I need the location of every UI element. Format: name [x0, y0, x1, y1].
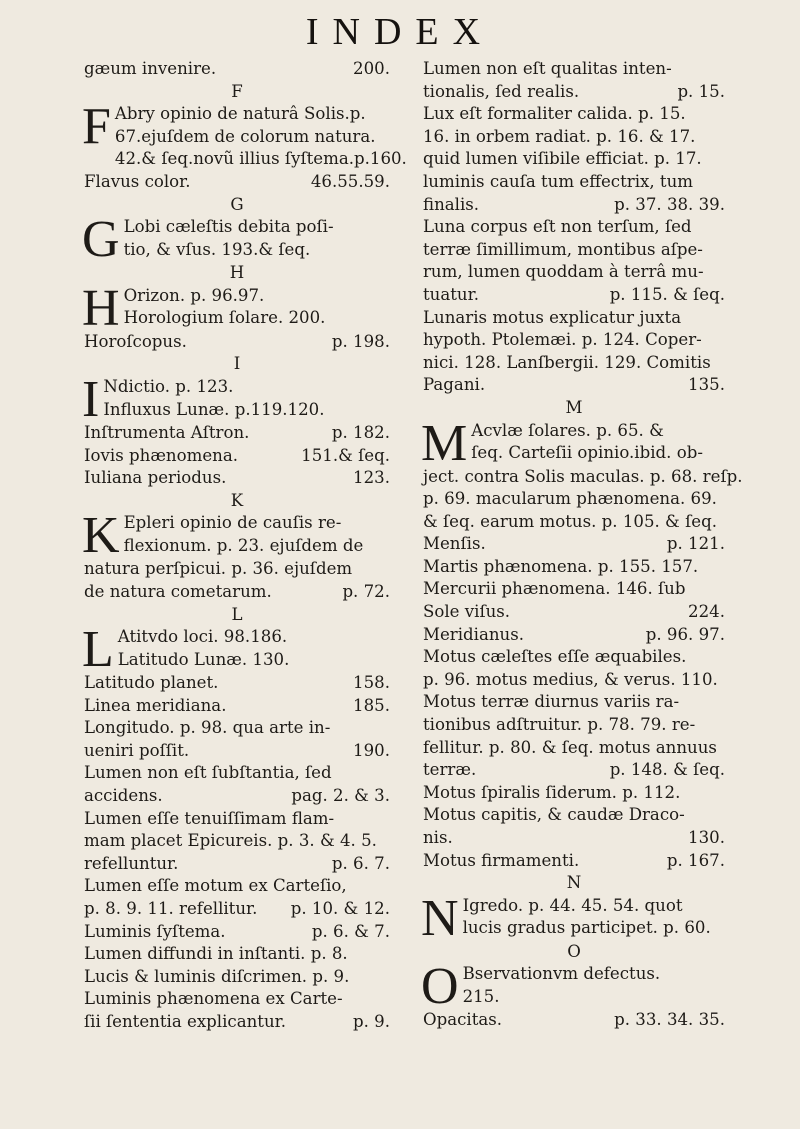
drop-cap-initial: K	[82, 507, 120, 565]
section-letter: G	[230, 194, 244, 214]
index-entry	[423, 533, 725, 556]
index-entry	[423, 216, 725, 239]
entry-text: Iuliana periodus.	[84, 468, 227, 488]
entry-text: Lumen diffundi in inſtanti. p. 8.	[84, 944, 348, 964]
dropcap-line: Orizon. p. 96.97.	[123, 285, 265, 305]
dropcap-line: Epleri opinio de cauſis re-	[123, 513, 342, 533]
entry-page-ref: p. 96. 97.	[645, 624, 725, 644]
entry-page-ref: 46.55.59.	[310, 171, 390, 191]
entry-text: Iovis phænomena.	[84, 445, 239, 465]
section-letter: K	[230, 490, 244, 510]
dropcap-line: Atitvdo loci. 98.186.	[117, 627, 288, 647]
entry-text: mam placet Epicureis. p. 3. & 4. 5.	[84, 831, 377, 851]
dropcap-line: Ndictio. p. 123.	[103, 376, 234, 396]
index-entry	[423, 601, 725, 624]
index-entry	[423, 239, 725, 262]
entry-text: Motus firmamenti.	[423, 850, 580, 870]
index-entry	[423, 827, 725, 850]
entry-page-ref: 200.	[353, 59, 390, 78]
entry-text: Meridianus.	[423, 624, 525, 644]
section-letter: M	[565, 397, 583, 417]
index-entry	[84, 762, 390, 785]
entry-text: de natura cometarum.	[84, 581, 272, 601]
section-letter: O	[567, 941, 581, 961]
index-entry	[423, 374, 725, 397]
dropcap-line: Influxus Lunæ. p.119.120.	[103, 399, 325, 419]
entry-text: Luminis phænomena ex Carte-	[84, 989, 343, 1009]
entry-text: Latitudo planet.	[84, 673, 219, 693]
index-entry	[84, 672, 390, 695]
entry-page-ref: p. 10. & 12.	[290, 899, 390, 919]
entry-text: Motus capitis, & caudæ Draco-	[423, 805, 685, 825]
dropcap-line: Acvlæ ſolares. p. 65. &	[471, 420, 664, 440]
index-entry	[84, 943, 390, 966]
dropcap-entry	[82, 370, 390, 428]
dropcap-entry	[82, 211, 390, 269]
entry-text: tionalis, ſed realis.	[423, 81, 580, 101]
entry-text: Pagani.	[423, 375, 486, 395]
index-entry	[423, 850, 725, 873]
index-entry	[423, 556, 725, 579]
entry-page-ref: 130.	[688, 828, 725, 847]
index-entry	[84, 808, 390, 831]
drop-cap-initial: N	[421, 889, 459, 947]
entry-text: Motus ſpiralis ſiderum. p. 112.	[423, 782, 681, 802]
entry-text: luminis cauſa tum effectrix, tum	[423, 171, 693, 191]
entry-text: quid lumen viſibile efficiat. p. 17.	[423, 149, 702, 169]
entry-page-ref: pag. 2. & 3.	[291, 786, 390, 806]
dropcap-line: 67.ejuſdem de colorum natura.	[114, 126, 376, 146]
index-entry	[84, 875, 390, 898]
dropcap-line: tio, & vſus. 193.& ſeq.	[123, 239, 311, 259]
entry-text: tionibus adſtruitur. p. 78. 79. re-	[423, 715, 696, 735]
dropcap-entry	[82, 279, 390, 337]
index-entry	[84, 785, 390, 808]
entry-text: Martis phænomena. p. 155. 157.	[423, 556, 699, 576]
entry-text: Inſtrumenta Aſtron.	[84, 422, 250, 442]
entry-page-ref: 224.	[688, 602, 725, 622]
entry-text: Horoſcopus.	[84, 331, 187, 351]
entry-text: nis.	[423, 828, 453, 847]
entry-text: rum, lumen quoddam à terrâ mu-	[423, 262, 704, 282]
entry-text: Lucis & luminis diſcrimen. p. 9.	[84, 966, 350, 986]
entry-text: nici. 128. Lanſbergii. 129. Comitis	[423, 352, 711, 372]
index-entry	[84, 830, 390, 853]
entry-text: Lux eſt formaliter calida. p. 15.	[423, 104, 686, 124]
index-entry	[423, 669, 725, 692]
entry-page-ref: 185.	[353, 695, 390, 715]
entry-text: Luminis ſyſtema.	[84, 921, 226, 941]
dropcap-line: 42.& ſeq.novũ illius ſyſtema.p.160.	[114, 149, 407, 169]
entry-text: terræ ſimillimum, montibus aſpe-	[423, 239, 703, 259]
index-entry	[423, 58, 725, 81]
index-entry	[423, 691, 725, 714]
drop-cap-initial: H	[82, 279, 120, 337]
dropcap-entry	[82, 621, 390, 679]
index-entry	[423, 329, 725, 352]
index-entry	[84, 422, 390, 445]
dropcap-entry	[82, 98, 407, 171]
entry-text: Menſis.	[423, 534, 486, 554]
index-entry	[423, 307, 725, 330]
dropcap-entry	[421, 889, 725, 947]
index-entry	[84, 988, 390, 1011]
dropcap-line: Abry opinio de naturâ Solis.p.	[114, 104, 366, 124]
entry-text: p. 96. motus medius, & verus. 110.	[423, 669, 718, 689]
index-entry	[423, 1009, 725, 1032]
index-entry	[84, 58, 390, 81]
entry-text: hypoth. Ptolemæi. p. 124. Coper-	[423, 330, 702, 350]
index-entry	[423, 352, 725, 375]
index-entry	[423, 466, 743, 489]
dropcap-line: 215.	[462, 986, 500, 1006]
entry-page-ref: p. 167.	[666, 850, 725, 870]
entry-text: Sole viſus.	[423, 602, 511, 622]
entry-text: tuatur.	[423, 284, 479, 304]
index-entry	[423, 737, 725, 760]
entry-text: Motus terræ diurnus variis ra-	[423, 692, 680, 712]
entry-text: natura perſpicui. p. 36. ejuſdem	[84, 559, 353, 579]
index-entry	[423, 126, 725, 149]
entry-text: Luna corpus eſt non terſum, ſed	[423, 217, 692, 237]
index-entry	[423, 578, 725, 601]
entry-page-ref: p. 6. 7.	[331, 853, 390, 873]
entry-text: Linea meridiana.	[84, 695, 227, 715]
entry-page-ref: p. 121.	[666, 534, 725, 554]
index-entry	[84, 853, 390, 876]
drop-cap-initial: I	[82, 370, 100, 428]
index-entry	[423, 103, 725, 126]
entry-text: & ſeq. earum motus. p. 105. & ſeq.	[423, 511, 717, 531]
entry-text: Lunaris motus explicatur juxta	[423, 307, 682, 327]
index-entry	[423, 782, 725, 805]
entry-text: terræ.	[423, 760, 477, 780]
entry-page-ref: p. 37. 38. 39.	[614, 194, 725, 214]
entry-page-ref: p. 6. & 7.	[311, 921, 390, 941]
index-entry	[423, 804, 725, 827]
entry-text: Lumen eſſe motum ex Carteſio,	[84, 876, 347, 896]
entry-text: accidens.	[84, 786, 163, 806]
page-header: INDEX	[305, 11, 495, 53]
index-entry	[84, 581, 390, 604]
index-entry	[84, 717, 390, 740]
index-entry	[84, 1011, 390, 1034]
entry-text: Lumen eſſe tenuiſſimam flam-	[84, 808, 335, 828]
entry-text: ſii ſententia explicantur.	[84, 1012, 287, 1031]
left-column	[82, 58, 407, 1034]
dropcap-line: Bservationvm defectus.	[462, 964, 661, 984]
dropcap-entry	[82, 507, 390, 565]
entry-text: Mercurii phænomena. 146. ſub	[423, 579, 686, 599]
entry-page-ref: 123.	[353, 468, 390, 488]
entry-text: ueniri poſſit.	[84, 740, 190, 760]
entry-page-ref: p. 115. & ſeq.	[609, 284, 725, 304]
dropcap-line: ſeq. Carteſii opinio.ibid. ob-	[471, 443, 703, 463]
entry-page-ref: 151.& ſeq.	[301, 445, 390, 465]
drop-cap-initial: L	[82, 621, 114, 679]
dropcap-line: Lobi cæleſtis debita poſi-	[123, 217, 334, 237]
index-entry	[423, 511, 725, 534]
drop-cap-initial: F	[82, 98, 111, 156]
entry-page-ref: 135.	[688, 375, 725, 395]
entry-text: gæum invenire.	[84, 59, 217, 78]
index-entry	[423, 261, 725, 284]
index-entry	[423, 194, 725, 217]
section-letter: N	[566, 873, 582, 893]
right-column	[421, 58, 743, 1032]
entry-page-ref: 190.	[353, 740, 390, 760]
entry-page-ref: p. 33. 34. 35.	[614, 1010, 725, 1030]
drop-cap-initial: M	[421, 414, 468, 472]
dropcap-line: lucis gradus participet. p. 60.	[462, 918, 711, 938]
entry-text: Flavus color.	[84, 171, 191, 191]
index-entry	[84, 921, 390, 944]
entry-text: Lumen non eſt ſubſtantia, ſed	[84, 763, 332, 783]
dropcap-entry	[421, 414, 725, 472]
dropcap-line: Igredo. p. 44. 45. 54. quot	[462, 895, 683, 915]
index-entry	[84, 171, 390, 194]
entry-text: finalis.	[423, 194, 480, 214]
section-letter: I	[233, 354, 241, 374]
index-entry	[84, 445, 390, 468]
drop-cap-initial: G	[82, 211, 120, 269]
entry-text: 16. in orbem radiat. p. 16. & 17.	[423, 126, 696, 146]
index-entry	[84, 467, 390, 490]
section-letter: F	[231, 81, 243, 101]
entry-text: p. 69. macularum phænomena. 69.	[423, 489, 717, 509]
index-entry	[423, 284, 725, 307]
entry-page-ref: p. 72.	[342, 581, 390, 601]
index-entry	[84, 740, 390, 763]
index-entry	[423, 171, 725, 194]
index-entry	[423, 646, 725, 669]
entry-page-ref: p. 9.	[352, 1012, 390, 1031]
entry-page-ref: p. 15.	[677, 81, 725, 101]
entry-text: Opacitas.	[423, 1010, 503, 1030]
entry-text: refelluntur.	[84, 853, 179, 873]
index-entry	[84, 331, 390, 354]
entry-text: Motus cæleſtes eſſe æquabiles.	[423, 647, 687, 667]
entry-text: Longitudo. p. 98. qua arte in-	[84, 718, 331, 738]
index-entry	[423, 81, 725, 104]
entry-text: ject. contra Solis maculas. p. 68. reſp.	[423, 466, 743, 486]
index-entry	[423, 759, 725, 782]
index-entry	[423, 624, 725, 647]
index-entry	[84, 966, 390, 989]
index-entry	[84, 558, 390, 581]
entry-page-ref: p. 148. & ſeq.	[609, 760, 725, 780]
entry-page-ref: 158.	[353, 673, 390, 693]
entry-text: fellitur. p. 80. & ſeq. motus annuus	[423, 737, 717, 757]
dropcap-line: Latitudo Lunæ. 130.	[117, 649, 290, 669]
dropcap-line: flexionum. p. 23. ejuſdem de	[123, 535, 364, 555]
index-entry	[423, 488, 725, 511]
index-entry	[84, 695, 390, 718]
index-entry	[84, 898, 390, 921]
entry-page-ref: p. 198.	[331, 331, 390, 351]
index-entry	[423, 714, 725, 737]
dropcap-line: Horologium ſolare. 200.	[123, 308, 326, 328]
entry-text: p. 8. 9. 11. refellitur.	[84, 899, 258, 919]
section-letter: H	[229, 263, 245, 283]
section-letter: L	[231, 604, 243, 624]
entry-text: Lumen non eſt qualitas inten-	[423, 59, 672, 78]
drop-cap-initial: O	[421, 958, 459, 1016]
index-entry	[423, 148, 725, 171]
entry-page-ref: p. 182.	[331, 422, 390, 442]
dropcap-entry	[421, 958, 725, 1016]
